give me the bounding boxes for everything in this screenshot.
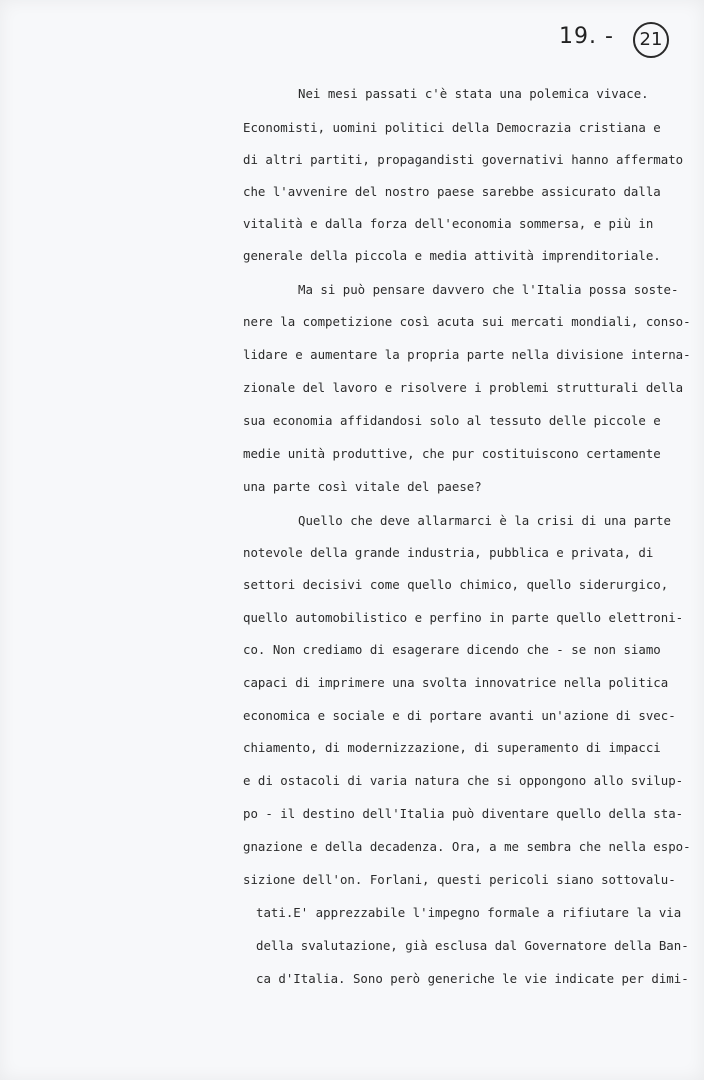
text-line: chiamento, di modernizzazione, di superamento di impacci: [243, 740, 661, 755]
text-line: che l'avvenire del nostro paese sarebbe assicurato dalla: [243, 184, 661, 199]
text-line: tati.E' apprezzabile l'impegno formale a rifiutare la via: [256, 905, 682, 920]
text-line: Quello che deve allarmarci è la crisi di una parte: [298, 513, 671, 528]
text-line: una parte così vitale del paese?: [243, 479, 482, 494]
text-line: sua economia affidandosi solo al tessuto delle piccole e: [243, 413, 661, 428]
text-line: notevole della grande industria, pubblica e privata, di: [243, 545, 654, 560]
text-line: medie unità produttive, che pur costituiscono certamente: [243, 446, 661, 461]
text-line: capaci di imprimere una svolta innovatrice nella politica: [243, 675, 669, 690]
text-line: della svalutazione, già esclusa dal Governatore della Ban-: [256, 938, 689, 953]
text-line: ca d'Italia. Sono però generiche le vie indicate per dimi-: [256, 971, 689, 986]
text-line: gnazione e della decadenza. Ora, a me sembra che nella espo-: [243, 839, 691, 854]
text-line: e di ostacoli di varia natura che si oppongono allo svilup-: [243, 773, 684, 788]
text-line: generale della piccola e media attività imprenditoriale.: [243, 248, 661, 263]
text-line: Economisti, uomini politici della Democrazia cristiana e: [243, 120, 661, 135]
text-line: zionale del lavoro e risolvere i problemi strutturali della: [243, 380, 684, 395]
text-line: sizione dell'on. Forlani, questi pericoli siano sottovalu-: [243, 872, 676, 887]
text-line: nere la competizione così acuta sui mercati mondiali, conso-: [243, 314, 691, 329]
text-line: di altri partiti, propagandisti governativi hanno affermato: [243, 152, 684, 167]
page-number: 19. -: [559, 24, 614, 49]
text-line: Nei mesi passati c'è stata una polemica vivace.: [298, 86, 649, 101]
text-line: economica e sociale e di portare avanti un'azione di svec-: [243, 708, 676, 723]
text-line: lidare e aumentare la propria parte nella divisione interna-: [243, 347, 691, 362]
circled-page-number: 21: [633, 22, 669, 58]
text-line: Ma si può pensare davvero che l'Italia possa soste-: [298, 282, 679, 297]
text-line: po - il destino dell'Italia può diventare quello della sta-: [243, 806, 684, 821]
text-line: vitalità e dalla forza dell'economia sommersa, e più in: [243, 216, 654, 231]
text-line: quello automobilistico e perfino in parte quello elettroni-: [243, 610, 684, 625]
text-line: settori decisivi come quello chimico, quello siderurgico,: [243, 577, 669, 592]
text-line: co. Non crediamo di esagerare dicendo che - se non siamo: [243, 642, 661, 657]
